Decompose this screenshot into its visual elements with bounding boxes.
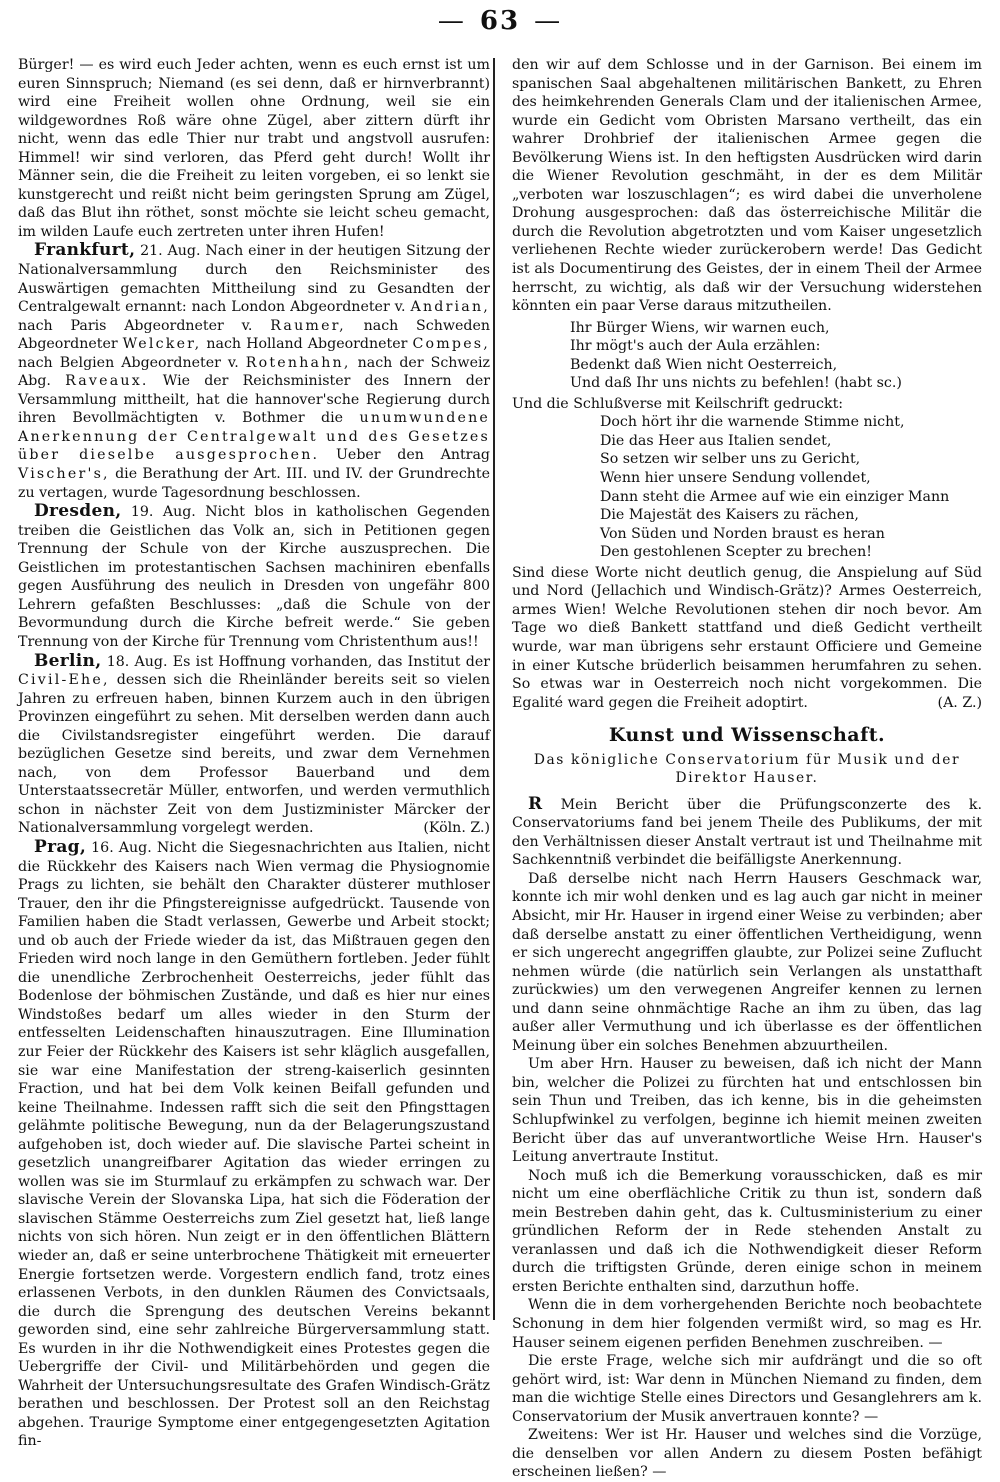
poem-line: Wenn hier unsere Sendung vollendet, [600,470,871,487]
article-text: Wie der Reichsminister des Innern der Versammlung mittheilt, hat die hannover'sche Regierung durch ihren Bevollmächtigten v. Bothmer die [18,373,490,427]
page-number [0,6,1000,36]
article-paragraph [512,795,982,870]
article-text: Es ist Hoffnung vorhanden, das Institut der [172,653,490,670]
poem-line: Die Majestät des Kaisers zu rächen, [600,507,859,524]
article-prag [18,838,490,1451]
poem-line: Die das Heer aus Italien sendet, [600,432,832,449]
poem-second [600,413,982,561]
article-text: nach Paris Abgeordneter v. [18,317,253,334]
poem-line: So setzen wir selber uns zu Gericht, [600,451,861,468]
article-text: Ueber den Antrag [335,447,490,464]
article-text: Nach einer in der heutigen Sitzung der Nationalversammlung durch den Reichsminister des Auswärtigen gemachten Mittheilung sind zu Gesandten der Centralgewalt ernannt: nach London Abgeordneter v. [18,243,490,316]
source-citation: (A. Z.) [937,694,982,711]
column-divider [493,58,495,1320]
article-paragraph: Um aber Hrn. Hauser zu beweisen, daß ich nicht der Mann bin, welcher die Polizei zu fürchten hat und entschlossen bin sein Thun und Treiben, das ich kenne, bis in die geheimsten Schlupfwinkel zu verfolgen, beginne ich hiemit meinen zweiten Bericht über das auf unverantwortliche Weise Hrn. Hauser's Leitung anvertraute Institut. [512,1056,982,1166]
name-spaced: Andrian, [410,299,490,316]
name-spaced: Compes, [412,336,490,353]
article-text: nach der Schweiz Abg. [18,354,490,390]
poem-line: Von Süden und Norden braust es heran [600,525,885,542]
article-text: nach Schweden Abgeordneter [18,317,491,353]
poem-line: Bedenkt daß Wien nicht Oesterreich, [570,356,838,373]
dash-right: — [534,6,563,36]
dateline-place: Prag, [34,836,87,857]
article-berlin [18,652,490,838]
dateline-place: Frankfurt, [34,240,136,261]
article-text: nach Holland Abgeordneter [206,336,408,353]
name-spaced: Raveaux. [65,373,149,390]
continued-paragraph: Bürger! — es wird euch Jeder achten, wenn es euch ernst ist um euren Sinnspruch; Niemand (es sei denn, daß er hirnverbrannt) wird eine Freiheit wollen ohne Ordnung, weil sie ein wildgewordnes Roß wäre ohne Zügel, aber zittern dürft ihr nicht, wenn das edle Thier nur trabt und angstvoll ausrufen: Himmel! wir sind verloren, das Pferd geht durch! Wollt ihr Männer sein, die die Freiheit zu leiten vorgeben, ei so lenkt sie kunstgerecht und reißt nicht beim geringsten Sprung am Zügel, daß das Blut ihn röthet, sonst möchte sie leicht scheu gemacht, im wilden Laufe euch zertreten unter ihren Hufen! [18,57,490,240]
article-frankfurt [18,241,490,502]
name-spaced: Vischer's, [18,466,110,483]
name-spaced: Welcker, [122,336,202,353]
article-text: Nicht blos in katholischen Gegenden treiben die Geistlichen das Volk an, sich in Petitionen gegen Trennung der Schule von der Kirche auszusprechen. Die Geistlichen im protestantischen Sachsen machiniren ebenfalls gegen Ausführung des neulich in Dresden von ungefähr 800 Lehrern gefaßten Beschlusses: „daß die Schule von der Bevormundung durch die Kirche befreit werde.“ Sie geben Trennung von der Kirche für Trennung vom Christenthum aus!! [18,504,491,650]
name-spaced: Rotenhahn, [245,354,351,371]
article-paragraph: Die erste Frage, welche sich mir aufdrängt und die so oft gehört wird, ist: War denn in München Niemand zu finden, dem man die wichtige Stelle eines Directors und Gesanglehrers am k. Conservatorium der Musik anvertrauen konnte? — [512,1353,982,1425]
article-subtitle: Das königliche Conservatorium für Musik und der Direktor Hauser. [533,751,961,786]
dateline-date: 21. Aug. [140,243,201,260]
article-text: die Berathung der Art. III. und IV. der Grundrechte zu vertagen, wurde Tagesordnung beschlossen. [18,466,490,501]
poem-intro: Und die Schlußverse mit Keilschrift gedruckt: [512,395,844,412]
dateline-date: 18. Aug. [106,653,168,670]
dateline-date: 16. Aug. [91,839,152,856]
right-column [512,56,982,1482]
poem-line: Ihr Bürger Wiens, wir warnen euch, [570,319,830,336]
article-text: nach Belgien Abgeordneter v. [18,354,239,371]
page-number-value: 63 [479,6,521,36]
article-text: dessen sich die Rheinländer bereits seit so vielen Jahren zu erfreuen haben, binnen Kurzem auch in den übrigen Provinzen eingeführt zu sehen. Mit derselben werden dann auch die Civilstandsregister eingeführt werden. Die darauf bezüglichen Gesetze sind bereits, und zwar dem Vernehmen nach, von dem Professor Bauerband und dem Unterstaatssecretär Müller, entworfen, und werden vermuthlich schon in nächster Zeit von dem Justizminister Märcker der Nationalversammlung vorgelegt werden. [18,672,490,837]
article-text: Mein Bericht über die Prüfungsconzerte des k. Conservatoriums fand bei jenem Theile des Publikums, der mit den Verhältnissen dieser Anstalt vertraut ist und Theilnahme mit Sachkenntniß verbindet die beifälligste Anerkennung. [512,796,983,869]
poem-first [570,319,982,393]
poem-line: Ihr mögt's auch der Aula erzählen: [570,338,821,355]
left-column [18,56,490,1451]
continued-paragraph: den wir auf dem Schlosse und in der Garnison. Bei einem im spanischen Saal abgehaltenen militärischen Bankett, zu Ehren des heimkehrenden Generals Clam und der italienischen Armee, wurde ein Gedicht vom Obristen Marsano vertheilt, das ein wahrer Drohbrief der italienischen Armee gegen die Bevölkerung Wiens ist. In den heftigsten Ausdrücken wird darin die Wiener Revolution geschmäht, in der es dem Militär „verboten war loszuschlagen“; es wird dabei die unverholene Drohung ausgesprochen: daß das österreichische Militär die durch die Revolution abgetrotzten und vom Kaiser ungesetzlich verliehenen Rechte wieder zurückerobern werde! Das Gedicht ist als Documentirung des Geistes, der in einem Theil der Armee herrscht, zu wichtig, als daß wir der Versuchung widerstehen könnten ein paar Verse daraus mitzutheilen. [512,57,982,315]
article-dresden [18,502,490,651]
dateline-date: 19. Aug. [130,504,196,521]
poem-line: Doch hört ihr die warnende Stimme nicht, [600,414,905,431]
article-text: Nicht die Siegesnachrichten aus Italien, nicht die Rückkehr des Kaisers nach Wien vermag die Physiognomie Prags zu lichten, sie behält den Charakter düsterer muthloser Trauer, den ihr die Pfingstereignisse aufgedrückt. Tausende von Familien haben die Stadt verlassen, Gewerbe und Arbeit stockt; und ob auch der Friede wieder da ist, das Mißtrauen gegen den Frieden wird noch lange in den Gemüthern fortleben. Jeder fühlt die unendliche Zerbrochenheit Oesterreichs, jeder fühlt das Bodenlose der böhmischen Zustände, und daß es hier nur eines Windstoßes bedarf um alles wieder in den Sturm der entfesselten Leidenschaften hinauszutragen. Eine Illumination zur Feier der Rückkehr des Kaisers ist sehr kläglich ausgefallen, sie war eine Manifestation der streng-kaiserlich gesinnten Fraction, und hat bei dem Volk keinen Beifall gefunden und keine Theilnahme. Indessen rafft sich die seit den Pfingsttagen gelähmte politische Bewegung, nun da der Belagerungszustand aufgehoben ist, doch wieder auf. Die slavische Partei scheint in gesetzlich unangreifbarer Agitation das wieder erringen zu wollen was sie im Sturmlauf zu erkämpfen zu schwach war. Der slavische Verein der Slovanska Lipa, hat sich die Föderation der slavischen Stämme Oesterreichs zum Ziel gesetzt hat, ließ lange nichts von sich hören. Nun zeigt er in den öffentlichen Blättern wieder an, daß er seine unterbrochene Thätigkeit mit erneuerter Energie fortsetzen werde. Vorgestern endlich fand, trotz eines erlassenen Verbots, in den dunklen Räumen des Convictsaals, die durch die Sprengung des deutschen Vereins bekannt geworden sind, eine sehr zahlreiche Bürgerversammlung statt. Es wurden in ihr die Nothwendigkeit eines Protestes gegen die Uebergriffe der Civil- und Militärbehörden und gegen die Wahrheit der Untersuchungsresultate des Grafen Windisch-Grätz berathen und beschlossen. Der Protest soll an den Reichstag abgehen. Traurige Symptome einer entgegengesetzten Agitation fin- [18,839,490,1450]
article-text: Sind diese Worte nicht deutlich genug, die Anspielung auf Süd und Nord (Jellachich und Windisch-Grätz)? Armes Oesterreich, armes Wien! Welche Revolutionen stehen dir noch bevor. Am Tage wo dieß Bankett stattfand und dieß Gedicht vertheilt wurde, war man übrigens sehr erstaunt Officiere und Gemeine in einer Kutsche brüderlich beisammen herumfahren zu sehen. So etwas war in Oesterreich noch nicht vorgekommen. Die Egalité ward gegen die Freiheit adoptirt. [512,564,982,711]
article-paragraph [512,564,982,712]
section-title: Kunst und Wissenschaft. [608,724,886,747]
dash-left: — [437,6,466,36]
initial-letter: R [528,793,543,814]
dateline-place: Dresden, [34,501,122,522]
article-paragraph: Daß derselbe nicht nach Herrn Hausers Geschmack war, konnte ich mir wohl denken und es lag auch gar nicht in meiner Absicht, mir Hr. Hauser in irgend einer Weise zu verbinden; aber daß derselbe anstatt zu einer öffentlichen Vertheidigung, wenn er sich ungerecht angegriffen glaubte, zur Polizei seine Zuflucht nehmen würde (die natürlich sein Verlangen als unstatthaft zurückwies) um den verwegenen Angreifer kennen zu lernen und dann seine ohnmächtige Rache an ihm zu üben, das lag außer aller Vermuthung und ich überlasse es der öffentlichen Meinung über ein solches Benehmen abzuurtheilen. [512,870,982,1054]
emphasis-spaced: Civil-Ehe, [18,672,110,689]
source-citation: (Köln. Z.) [423,820,490,837]
poem-line: Und daß Ihr uns nichts zu befehlen! (habt sc.) [570,375,902,392]
article-paragraph: Wenn die in dem vorhergehenden Berichte noch beobachtete Schonung in dem hier folgenden vermißt wird, so mag es Hr. Hauser seinem eigenen perfiden Benehmen zuschreiben. — [512,1297,982,1351]
article-paragraph: Noch muß ich die Bemerkung vorausschicken, daß es mir nicht um eine oberflächliche Critik zu thun ist, sondern daß mein Bestreben dahin geht, das k. Cultusministerium zu einer gründlichen Reform der in Rede stehenden Anstalt zu veranlassen und daß ich die Nothwendigkeit dieser Reform durch die triftigsten Gründe, deren einige schon in meinem ersten Berichte enthalten sind, darzuthun hoffe. [512,1167,982,1295]
dateline-place: Berlin, [34,650,102,671]
emphasis-spaced: unumwundene Anerkennung der Centralgewalt und des Gesetzes über dieselbe ausgesprochen. [18,410,491,464]
poem-line: Den gestohlenen Scepter zu brechen! [600,544,872,561]
article-paragraph: Zweitens: Wer ist Hr. Hauser und welches sind die Vorzüge, die denselben vor allen Andern zu diesem Posten befähigt erscheinen ließen? — [512,1427,982,1481]
name-spaced: Raumer, [270,317,346,334]
poem-line: Dann steht die Armee auf wie ein einziger Mann [600,488,950,505]
